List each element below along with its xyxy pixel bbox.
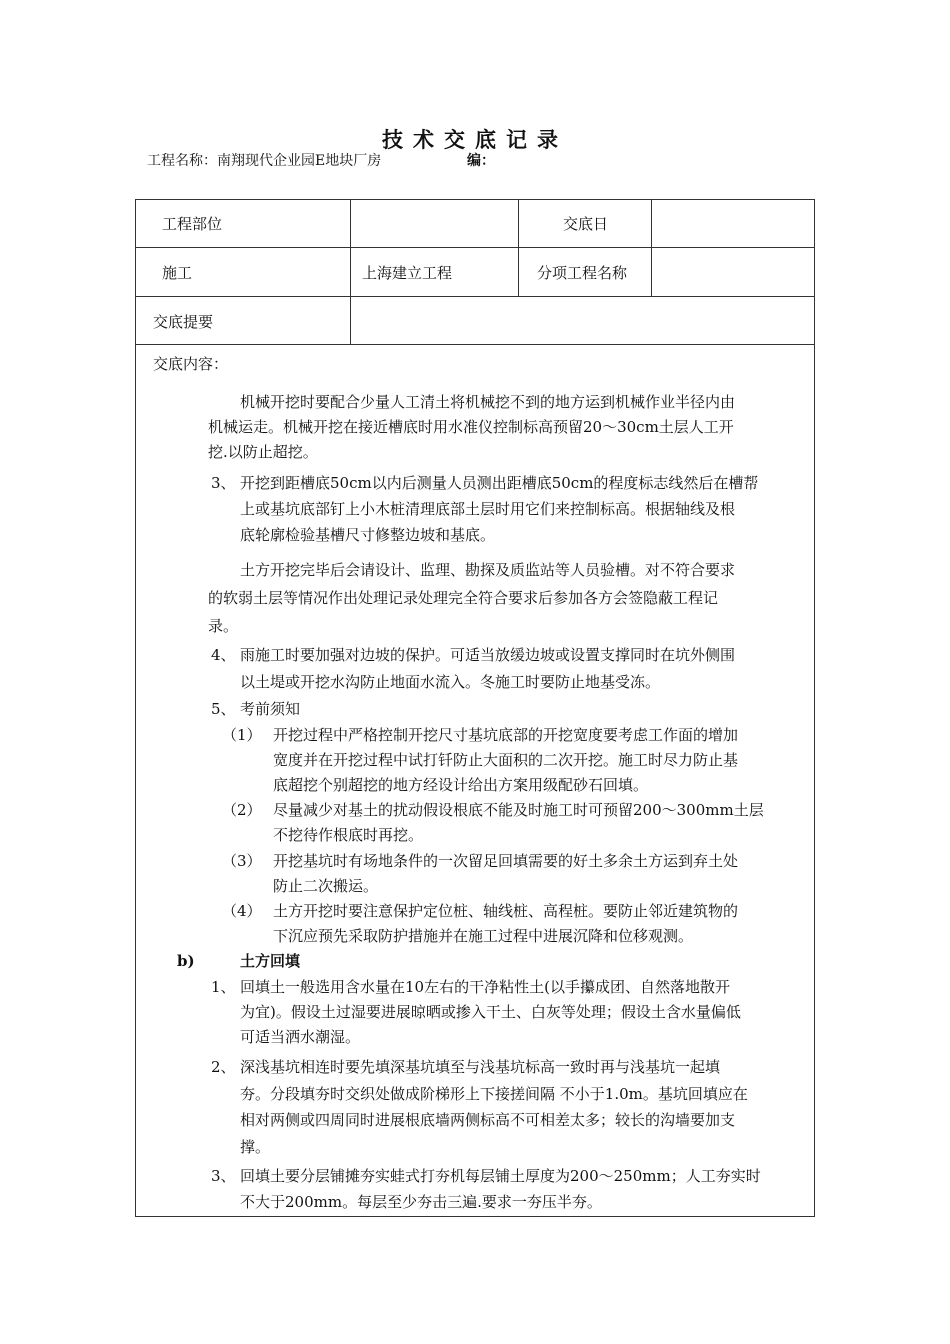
sub3-line2: 防止二次搬运。	[273, 877, 379, 895]
construction-label: 施工	[162, 264, 193, 282]
para1-line3: 挖.以防止超挖。	[208, 443, 318, 461]
sub1-line3: 底超挖个别超挖的地方经设计给出方案用级配砂石回填。	[273, 776, 649, 794]
col-divider-3	[651, 199, 652, 297]
para2-line3: 录。	[208, 617, 239, 635]
b1-line2: 为宜)。假设土过湿要进展晾晒或掺入干土、白灰等处理；假设土含水量偏低	[240, 1003, 741, 1021]
date-label: 交底日	[563, 215, 609, 233]
b3-line2: 不大于200mm。每层至少夯击三遍.要求一夯压半夯。	[240, 1193, 602, 1211]
b1-line3: 可适当洒水潮湿。	[240, 1028, 361, 1046]
project-name: 工程名称：南翔现代企业园E地块厂房	[147, 153, 382, 169]
sub4-number: （4）	[222, 902, 262, 920]
col-divider-2	[518, 199, 519, 297]
para1-line2: 机械运走。机械开挖在接近槽底时用水准仪控制标高预留20～30cm土层人工开	[208, 418, 734, 436]
project-line	[147, 150, 495, 170]
row-divider-3	[135, 344, 815, 345]
item3-line2: 上或基坑底部钉上小木桩清理底部土层时用它们来控制标高。根据轴线及根	[240, 500, 736, 518]
sub2-number: （2）	[222, 801, 262, 819]
item4-line1: 雨施工时要加强对边坡的保护。可适当放缓边坡或设置支撑同时在坑外侧围	[240, 646, 736, 664]
para2-line1: 土方开挖完毕后会请设计、监理、勘探及质监站等人员验槽。对不符合要求	[240, 561, 736, 579]
item3-number: 3、	[211, 474, 236, 492]
sub2-line2: 不挖待作根底时再挖。	[273, 826, 424, 844]
b2-line2: 夯。分段填夯时交织处做成阶梯形上下接搓间隔 不小于1.0m。基坑回填应在	[240, 1085, 748, 1103]
section-b-number: b)	[177, 952, 195, 970]
b3-number: 3、	[211, 1167, 236, 1185]
sub1-line2: 宽度并在开挖过程中试打钎防止大面积的二次开挖。施工时尽力防止基	[273, 751, 739, 769]
item-name-label: 分项工程名称	[537, 264, 628, 282]
item5-number: 5、	[211, 700, 236, 718]
item4-line2: 以土堤或开挖水沟防止地面水流入。冬施工时要防止地基受冻。	[240, 673, 661, 691]
item5-text: 考前须知	[240, 700, 301, 718]
sub4-line2: 下沉应预先采取防护措施并在施工过程中进展沉降和位移观测。	[273, 927, 694, 945]
edit-label: 编：	[467, 153, 495, 169]
summary-label: 交底提要	[153, 313, 214, 331]
sub2-line1: 尽量减少对基土的扰动假设根底不能及时施工时可预留200～300mm土层	[273, 801, 764, 819]
para2-line2: 的软弱土层等情况作出处理记录处理完全符合要求后参加各方会签隐蔽工程记	[208, 589, 719, 607]
sub1-line1: 开挖过程中严格控制开挖尺寸基坑底部的开挖宽度要考虑工作面的增加	[273, 726, 739, 744]
col-divider-1	[350, 199, 351, 345]
sub3-number: （3）	[222, 852, 262, 870]
b2-number: 2、	[211, 1058, 236, 1076]
document-title: 技术交底记录	[382, 128, 568, 152]
item3-line3: 底轮廓检验基槽尺寸修整边坡和基底。	[240, 526, 496, 544]
sub1-number: （1）	[222, 726, 262, 744]
row-divider-2	[135, 296, 815, 297]
construction-value: 上海建立工程	[362, 264, 453, 282]
para1-line1: 机械开挖时要配合少量人工清土将机械挖不到的地方运到机械作业半径内由	[240, 393, 736, 411]
b3-line1: 回填土要分层铺摊夯实蛙式打夯机每层铺土厚度为200～250mm；人工夯实时	[240, 1167, 761, 1185]
row-divider-1	[135, 247, 815, 248]
sub3-line1: 开挖基坑时有场地条件的一次留足回填需要的好土多余土方运到弃土处	[273, 852, 739, 870]
sub4-line1: 土方开挖时要注意保护定位桩、轴线桩、高程桩。要防止邻近建筑物的	[273, 902, 739, 920]
section-b-title: 土方回填	[240, 952, 301, 970]
b2-line1: 深浅基坑相连时要先填深基坑填至与浅基坑标高一致时再与浅基坑一起填	[240, 1058, 721, 1076]
content-heading: 交底内容：	[153, 355, 229, 373]
b2-line3: 相对两侧或四周同时进展根底墙两侧标高不可相差太多；较长的沟墙要加支	[240, 1111, 736, 1129]
b1-number: 1、	[211, 978, 236, 996]
item3-line1: 开挖到距槽底50cm以内后测量人员测出距槽底50cm的程度标志线然后在槽帮	[240, 474, 759, 492]
item4-number: 4、	[211, 646, 236, 664]
b2-line4: 撑。	[240, 1138, 271, 1156]
part-label: 工程部位	[162, 215, 223, 233]
b1-line1: 回填土一般选用含水量在10左右的干净粘性土(以手攥成团、自然落地散开	[240, 978, 730, 996]
